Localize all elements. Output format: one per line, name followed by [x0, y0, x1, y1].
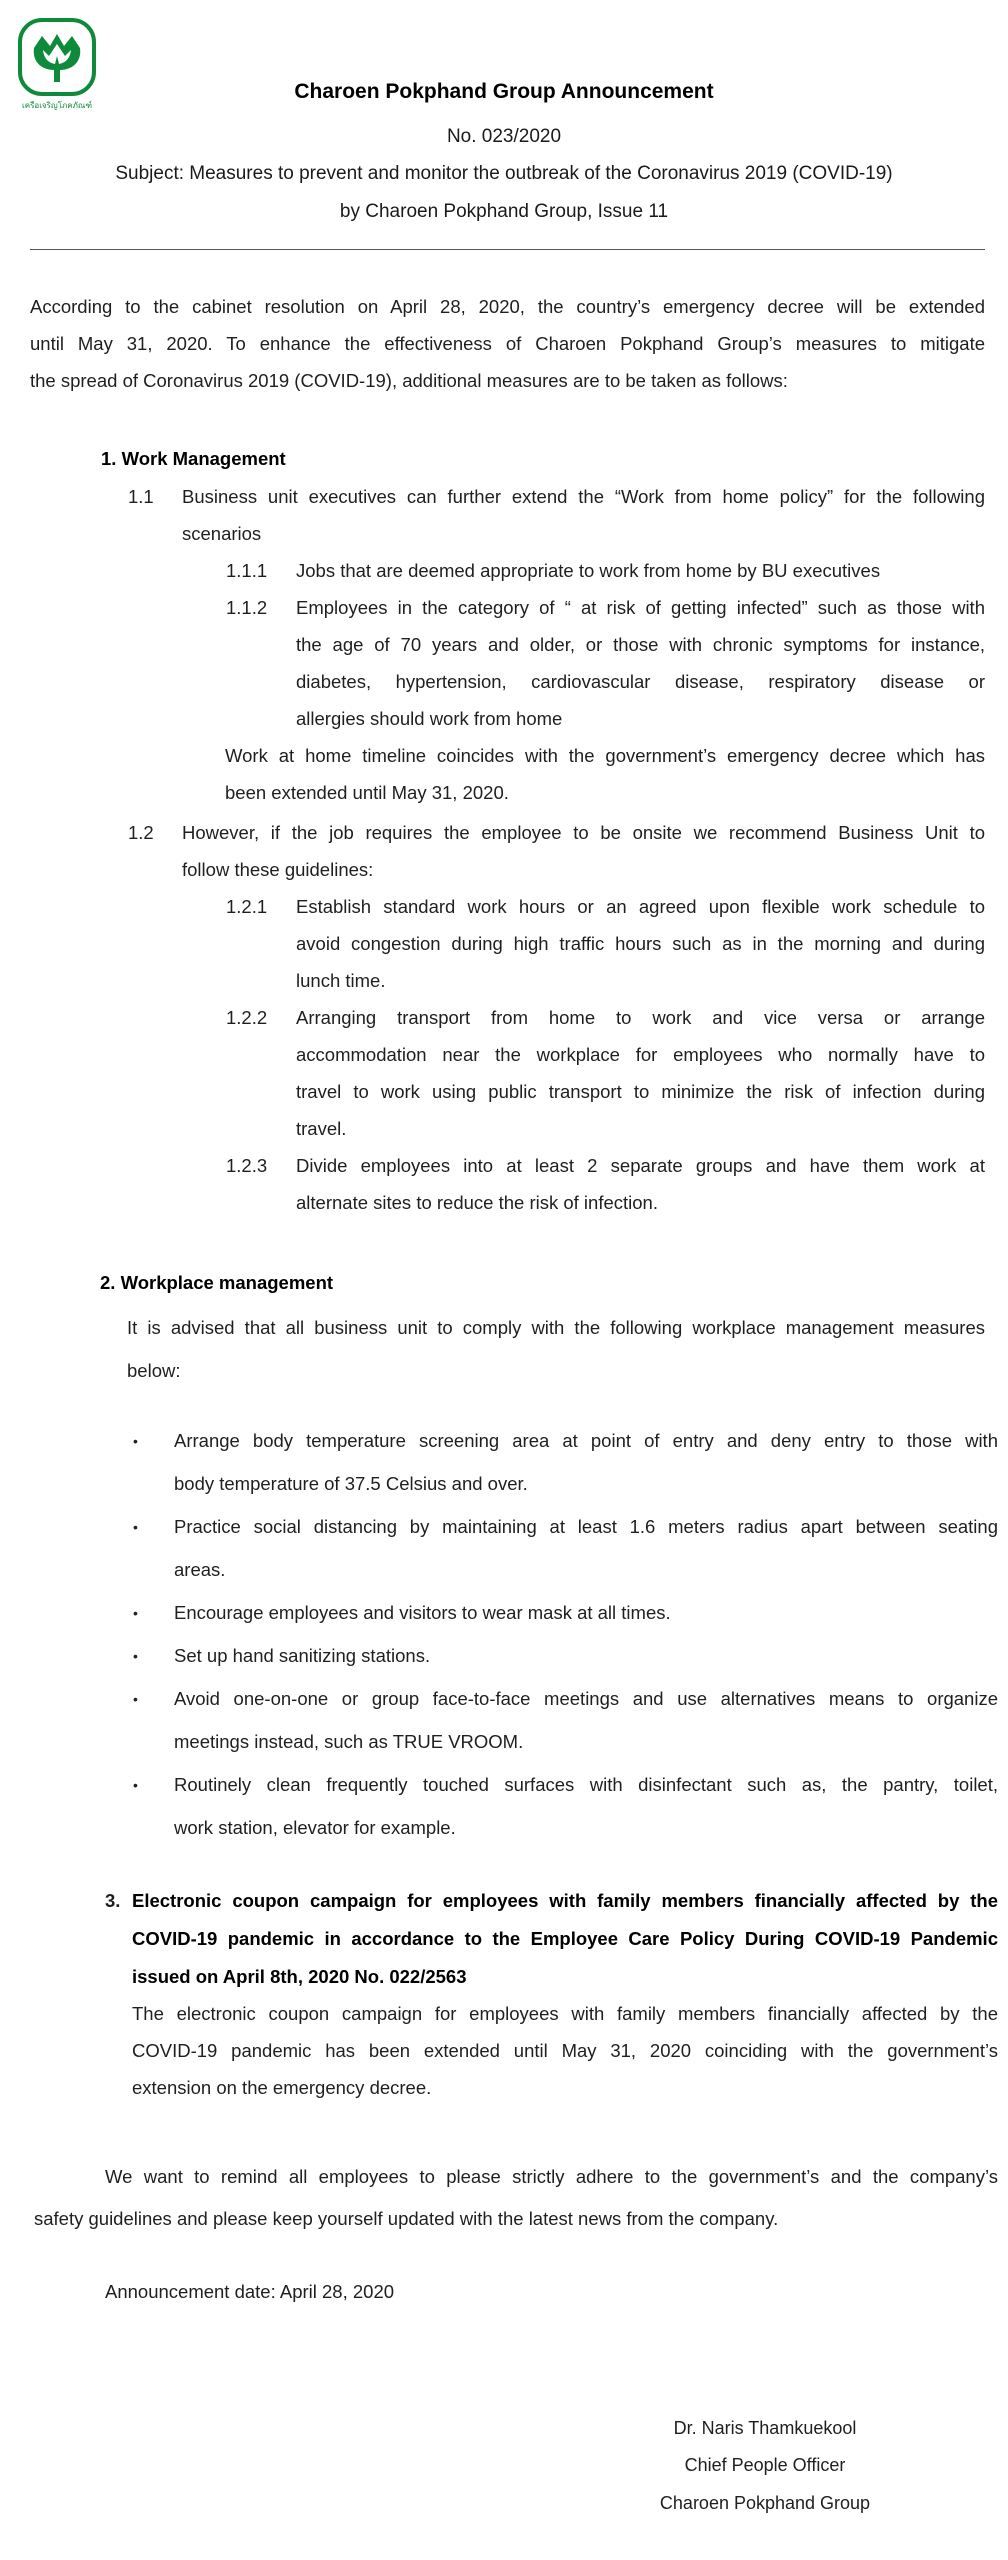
- section-body-line: The electronic coupon campaign for employees with family members financially affected by the: [132, 2003, 998, 2024]
- bullet-line: work station, elevator for example.: [174, 1817, 456, 1838]
- bullet-line: Routinely clean frequently touched surfaces with disinfectant such as, the pantry, toilet,: [174, 1774, 998, 1795]
- bullet-icon: •: [133, 1433, 138, 1449]
- bullet-line: Arrange body temperature screening area at point of entry and deny entry to those with: [174, 1430, 998, 1451]
- note-line: Work at home timeline coincides with the government’s emergency decree which has: [225, 745, 985, 766]
- subitem-line: travel to work using public transport to minimize the risk of infection during: [296, 1081, 985, 1102]
- section-heading-line: issued on April 8th, 2020 No. 022/2563: [132, 1966, 467, 1987]
- section-number: 3.: [105, 1890, 121, 1911]
- signatory-position: Chief People Officer: [684, 2455, 846, 2475]
- bullet-icon: •: [133, 1519, 138, 1535]
- closing-line: We want to remind all employees to please strictly adhere to the government’s and the company’s: [105, 2166, 998, 2187]
- bullet-icon: •: [133, 1691, 138, 1707]
- subitem-number: 1.2.2: [226, 1007, 268, 1028]
- section-body-line: COVID-19 pandemic has been extended until May 31, 2020 coinciding with the government’s: [132, 2040, 998, 2061]
- subitem-line: accommodation near the workplace for employees who normally have to: [296, 1044, 985, 1065]
- section-heading-line: COVID-19 pandemic in accordance to the Employee Care Policy During COVID-19 Pandemic: [132, 1928, 998, 1949]
- subitem-line: alternate sites to reduce the risk of infection.: [296, 1192, 658, 1213]
- bullet-line: Set up hand sanitizing stations.: [174, 1645, 431, 1666]
- announcement-date: Announcement date: April 28, 2020: [105, 2281, 395, 2302]
- bullet-line: Encourage employees and visitors to wear mask at all times.: [174, 1602, 671, 1623]
- subitem-line: Employees in the category of “ at risk of getting infected” such as those with: [296, 597, 985, 618]
- intro-line: According to the cabinet resolution on April 28, 2020, the country’s emergency decree will be extended: [30, 296, 985, 317]
- item-line: follow these guidelines:: [182, 859, 374, 880]
- svg-text:เครือเจริญโภคภัณฑ์: เครือเจริญโภคภัณฑ์: [22, 101, 92, 110]
- subitem-line: travel.: [296, 1118, 347, 1139]
- bullet-line: body temperature of 37.5 Celsius and over.: [174, 1473, 528, 1494]
- signatory-organization: Charoen Pokphand Group: [659, 2493, 871, 2513]
- item-line: However, if the job requires the employee to be onsite we recommend Business Unit to: [182, 822, 985, 843]
- section-heading-line: Electronic coupon campaign for employees with family members financially affected by the: [132, 1890, 998, 1911]
- section-intro-line: It is advised that all business unit to comply with the following workplace management measures: [127, 1317, 985, 1338]
- item-line: Business unit executives can further extend the “Work from home policy” for the following: [182, 486, 985, 507]
- section-heading: 2. Workplace management: [100, 1272, 334, 1293]
- subitem-line: Divide employees into at least 2 separate groups and have them work at: [296, 1155, 985, 1176]
- intro-line: until May 31, 2020. To enhance the effectiveness of Charoen Pokphand Group’s measures to mitigate: [30, 333, 985, 354]
- signatory-name: Dr. Naris Thamkuekool: [673, 2418, 857, 2438]
- section-intro-line: below:: [127, 1360, 181, 1381]
- bullet-icon: •: [133, 1605, 138, 1621]
- subitem-line: diabetes, hypertension, cardiovascular disease, respiratory disease or: [296, 671, 985, 692]
- note-line: been extended until May 31, 2020.: [225, 782, 509, 803]
- closing-line: safety guidelines and please keep yourself updated with the latest news from the company.: [34, 2208, 779, 2229]
- bullet-line: Avoid one-on-one or group face-to-face meetings and use alternatives means to organize: [174, 1688, 998, 1709]
- subject-line-2: by Charoen Pokphand Group, Issue 11: [339, 201, 669, 222]
- bullet-icon: •: [133, 1777, 138, 1793]
- header-divider: [30, 249, 985, 250]
- bullet-line: Practice social distancing by maintaining at least 1.6 meters radius apart between seating: [174, 1516, 998, 1537]
- bullet-icon: •: [133, 1648, 138, 1664]
- subitem-line: lunch time.: [296, 970, 386, 991]
- section-heading: 1. Work Management: [101, 448, 286, 469]
- intro-line: the spread of Coronavirus 2019 (COVID-19), additional measures are to be taken as follows:: [30, 370, 788, 391]
- subitem-number: 1.1.1: [226, 560, 268, 581]
- subitem-line: Jobs that are deemed appropriate to work from home by BU executives: [296, 560, 881, 581]
- subject-line: Subject: Measures to prevent and monitor the outbreak of the Coronavirus 2019 (COVID-19): [115, 163, 893, 184]
- page-title: Charoen Pokphand Group Announcement: [294, 80, 714, 103]
- bullet-line: areas.: [174, 1559, 226, 1580]
- subitem-number: 1.2.1: [226, 896, 268, 917]
- announcement-number: No. 023/2020: [446, 126, 562, 147]
- subitem-line: Arranging transport from home to work and vice versa or arrange: [296, 1007, 985, 1028]
- subitem-line: avoid congestion during high traffic hours such as in the morning and during: [296, 933, 985, 954]
- item-number: 1.2: [128, 822, 154, 843]
- subitem-number: 1.1.2: [226, 597, 268, 618]
- item-number: 1.1: [128, 486, 154, 507]
- subitem-line: the age of 70 years and older, or those with chronic symptoms for instance,: [296, 634, 985, 655]
- section-body-line: extension on the emergency decree.: [132, 2077, 432, 2098]
- subitem-line: allergies should work from home: [296, 708, 563, 729]
- item-line: scenarios: [182, 523, 262, 544]
- subitem-number: 1.2.3: [226, 1155, 268, 1176]
- subitem-line: Establish standard work hours or an agreed upon flexible work schedule to: [296, 896, 985, 917]
- bullet-line: meetings instead, such as TRUE VROOM.: [174, 1731, 524, 1752]
